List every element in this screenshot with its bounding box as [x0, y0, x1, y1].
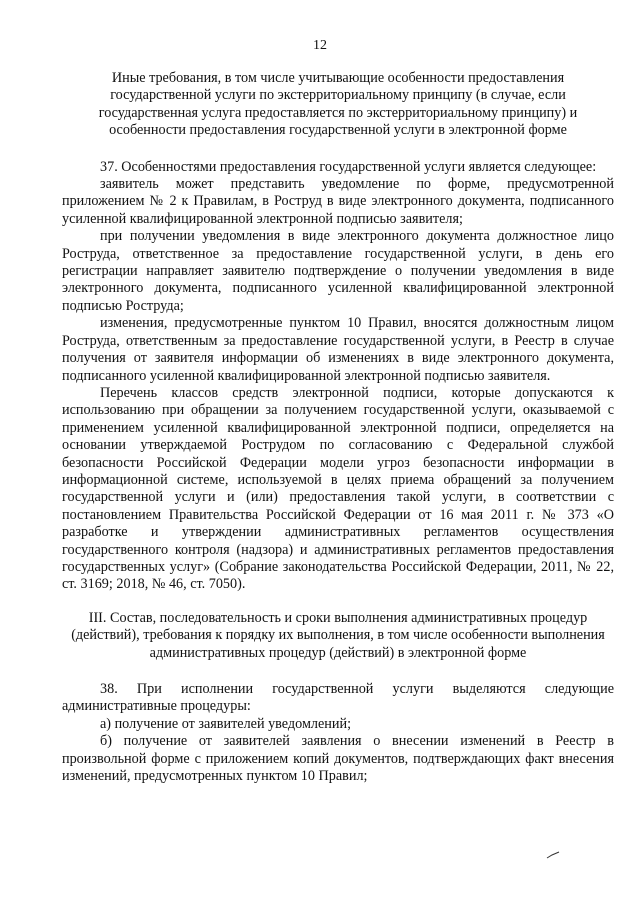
paragraph-37-intro: 37. Особенностями предоставления государственной услуги является следующее:	[100, 158, 597, 175]
paragraph-38-item-a: а) получение от заявителей уведомлений;	[100, 715, 352, 732]
paragraph-37-item-3: изменения, предусмотренные пунктом 10 Правил, вносятся должностным лицом Роструда, ответственным за предоставление государственной услуги, в Реестр в случае получения от заявителя информации об изменениях в виде электронного документа, подписанного усиленной квалифицированной электронной подписью заявителя.	[62, 315, 614, 384]
pen-mark-icon	[546, 851, 560, 859]
paragraph-38-intro: 38. При исполнении государственной услуги выделяются следующие административные процедуры:	[62, 681, 614, 715]
spacer	[62, 140, 614, 159]
paragraph-37-item-1: заявитель может представить уведомление по форме, предусмотренной приложением № 2 к Правилам, в Роструд в виде электронного документа, подписанного усиленной квалифицированной электронной подписью заявителя;	[62, 176, 614, 227]
paragraph-37-item-2: при получении уведомления в виде электронного документа должностное лицо Роструда, ответственное за предоставление государственной услуги, в день его регистрации направляет заявителю подтверждение о получении уведомления в виде электронного документа, подписанного усиленной квалифицированной электронной подписью Роструда;	[62, 228, 614, 314]
paragraph-38-item-b: б) получение от заявителей заявления о внесении изменений в Реестр в произвольной форме с приложением копий документов, подтверждающих факт внесения изменений, предусмотренных пунктом 10 Правил;	[62, 733, 614, 785]
page-number: 12	[313, 38, 327, 53]
document-body	[62, 70, 614, 785]
paragraph-37-signature-classes: Перечень классов средств электронной подписи, которые допускаются к использованию при обращении за получением государственной услуги, оказываемой с применением усиленной квалифицированной электронной подписи, определяется на основании утверждаемой Рострудом по согласованию с Федеральной службой безопасности Российской Федерации модели угроз безопасности информации в информационной системе, используемой в целях приема обращений за получением государственной услуги и (или) предоставления такой услуги, в соответствии с постановлением Правительства Российской Федерации от 16 мая 2011 г. № 373 «О разработке и утверждении административных регламентов осуществления государственного контроля (надзора) и административных регламентов предоставления государственных услуг» (Собрание законодательства Российской Федерации, 2011, № 22, ст. 3169; 2018, № 46, ст. 7050).	[62, 384, 614, 593]
spacer	[62, 594, 614, 610]
chapter-heading: III. Состав, последовательность и сроки выполнения административных процедур (действий), требования к порядку их выполнения, в том числе особенности выполнения административных процедур (действий) в электронной форме	[71, 609, 605, 661]
section-heading: Иные требования, в том числе учитывающие особенности предоставления государственной услуги по экстерриториальному принципу (в случае, если государственная услуга предоставляется по экстерриториальному принципу) и особенности предоставления государственной услуги в электронной форме	[98, 70, 578, 139]
spacer	[62, 662, 614, 681]
